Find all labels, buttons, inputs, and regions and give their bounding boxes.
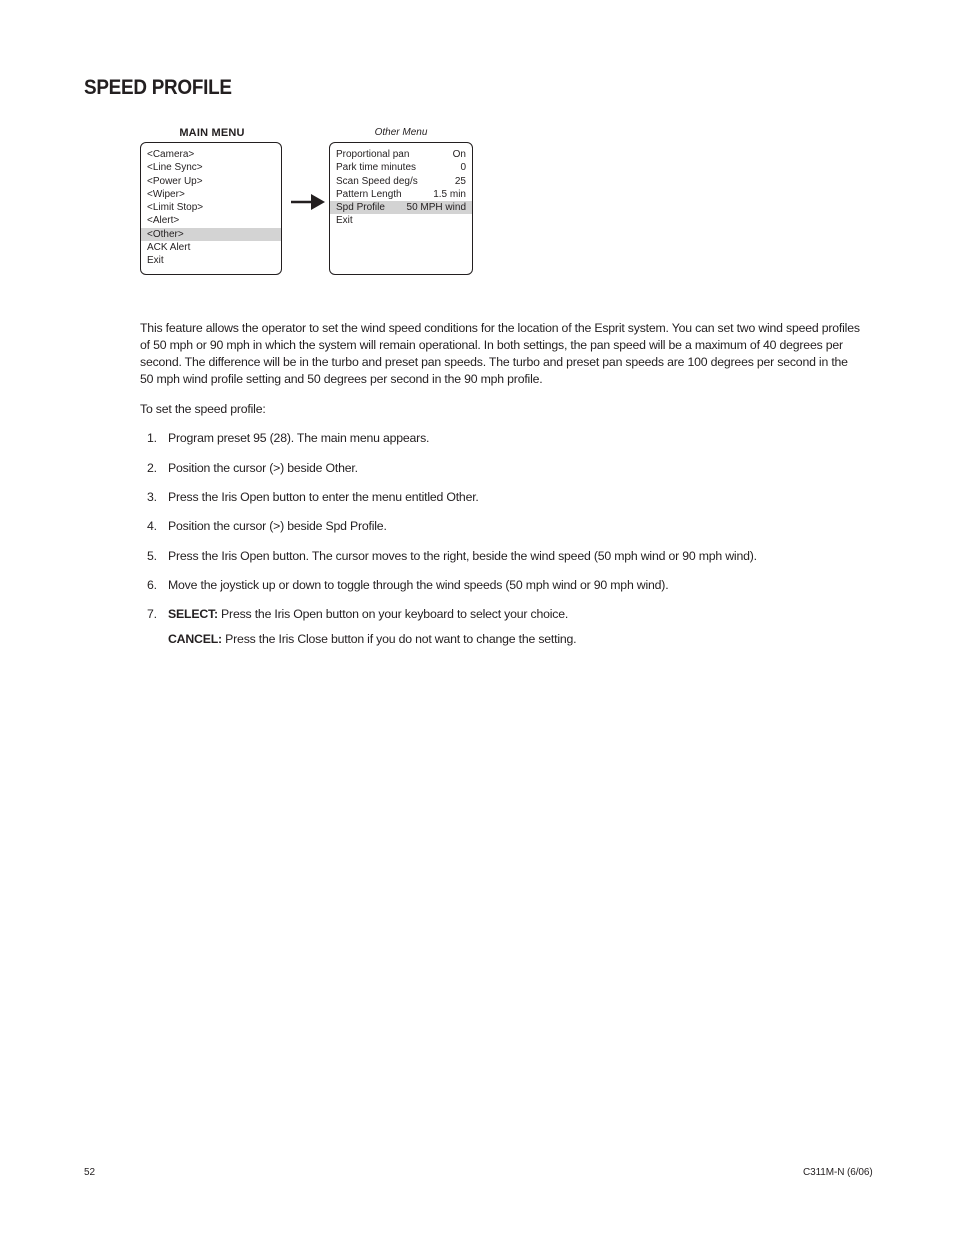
step-number: 7. [147,607,157,621]
other-menu-item [330,214,472,227]
main-menu-item: <Camera> [147,149,195,160]
main-menu-item: <Limit Stop> [147,202,204,214]
other-menu-item-value: 1.5 min [433,188,466,200]
other-menu-item-label: Pattern Length [336,188,402,200]
other-menu-item [330,188,472,201]
right-arrow-icon [291,194,325,210]
main-menu-item-highlighted: <Other> [141,228,281,241]
other-menu-item-label: Park time minutes [336,162,417,174]
step-number: 2. [147,460,157,475]
other-menu-item [330,175,472,188]
main-menu-item: <Wiper> [147,188,185,200]
other-menu-item-value: On [452,149,466,160]
cancel-label: CANCEL: [168,632,222,646]
main-menu-item: <Power Up> [147,175,203,187]
other-menu-item [330,161,472,174]
cancel-text: Press the Iris Close button if you do not want to change the setting. [221,632,577,646]
step-text: Position the cursor (>) beside Other. [168,460,358,475]
main-menu-caption: MAIN MENU [179,127,245,139]
step-number: 6. [147,578,157,592]
select-text: Press the Iris Open button on your keyboard to select your choice. [217,607,569,621]
page-number: 52 [84,1167,95,1178]
other-menu-item-value: 25 [454,175,466,187]
step-text: Position the cursor (>) beside Spd Profile. [168,519,387,533]
main-menu-item: ACK Alert [147,242,191,254]
other-menu-item-value: 0 [460,162,466,174]
step-text: Press the Iris Open button. The cursor moves to the right, beside the wind speed (50 mph wind or 90 mph wind). [168,548,757,563]
intro-paragraph: This feature allows the operator to set the wind speed conditions for the location of the Esprit system. You can set two wind speed profiles of 50 mph or 90 mph in which the system will remain operational. In both settings, the pan speed will be a maximum of 40 degrees per second. The difference will be in the turbo and preset pan speeds. The turbo and preset pan speeds are 100 degrees per second in the 50 mph wind profile setting and 50 degrees per second in the 90 mph profile. [140,321,860,386]
step-number: 4. [147,519,157,533]
step-number: 5. [147,548,157,563]
step-text [168,631,576,648]
setup-lead: To set the speed profile: [140,402,266,416]
other-menu-item-label: Scan Speed deg/s [336,175,418,187]
other-menu-item-value: 50 MPH wind [406,202,466,214]
other-menu-item-label: Spd Profile [336,202,385,214]
step-text: Press the Iris Open button to enter the menu entitled Other. [168,490,479,504]
step-number: 1. [147,431,157,445]
step-text: Move the joystick up or down to toggle through the wind speeds (50 mph wind or 90 mph wind). [168,578,669,592]
other-menu-item-label: Exit [336,215,353,227]
main-menu-item: <Line Sync> [147,162,203,174]
select-label: SELECT: [168,607,218,621]
other-menu-item-label: Proportional pan [336,149,410,160]
main-menu-item: <Alert> [147,215,180,227]
main-menu-box [140,142,282,275]
step-number: 3. [147,490,157,504]
step-text: Program preset 95 (28). The main menu appears. [168,431,430,445]
other-menu-caption: Other Menu [374,127,428,138]
step-text [168,606,568,623]
document-id: C311M-N (6/06) [803,1167,873,1178]
other-menu-item [330,148,472,161]
page-title: SPEED PROFILE [84,76,232,99]
other-menu-box [329,142,473,275]
other-menu-item-highlighted [330,201,472,214]
main-menu-item: Exit [147,255,164,267]
